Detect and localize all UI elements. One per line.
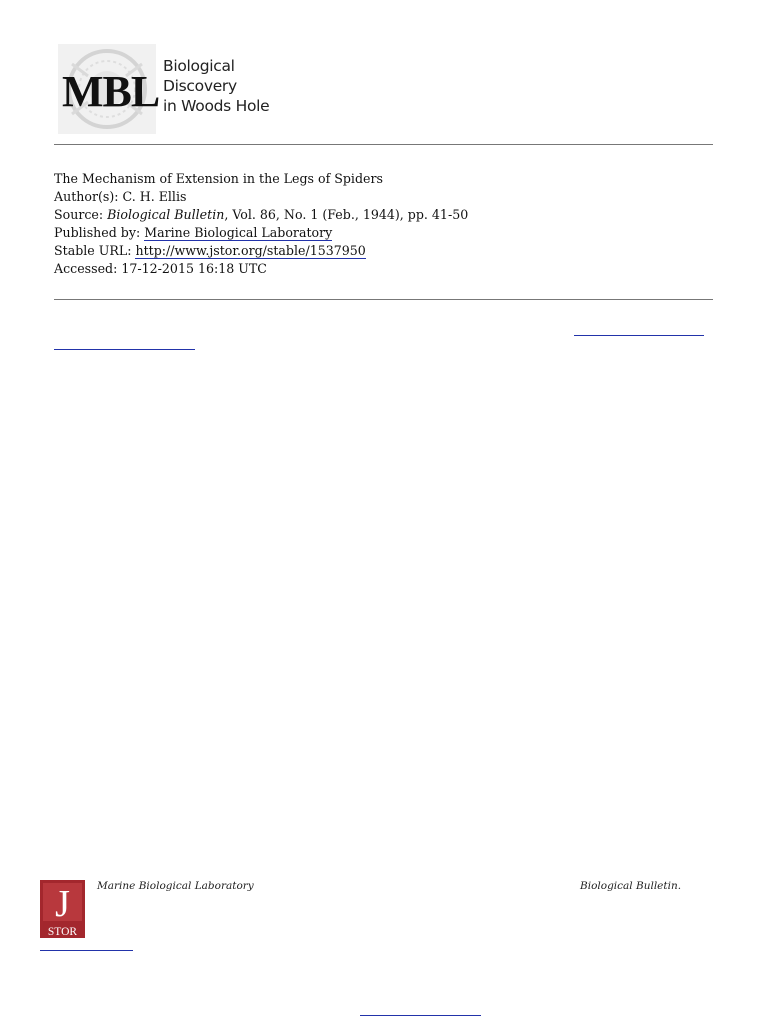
- mbl-wordmark: MBL: [62, 67, 160, 116]
- publisher-line: [54, 224, 468, 242]
- authors-value: C. H. Ellis: [122, 189, 187, 204]
- authors-label: Author(s):: [54, 189, 119, 204]
- bottom-link-underline[interactable]: [360, 1015, 481, 1016]
- jstor-link-underline[interactable]: [40, 950, 133, 951]
- jstor-logo-icon: [40, 880, 85, 938]
- publisher-link[interactable]: Marine Biological Laboratory: [144, 225, 333, 240]
- bottom-divider: [54, 299, 713, 300]
- mbl-tagline: [163, 56, 269, 116]
- terms-link-underline-2[interactable]: [54, 349, 195, 350]
- source-label: Source:: [54, 207, 104, 222]
- stable-url-label: Stable URL:: [54, 243, 132, 258]
- accessed-label: Accessed:: [54, 261, 118, 276]
- article-title: The Mechanism of Extension in the Legs of Spiders: [54, 171, 383, 186]
- footer-publisher: Marine Biological Laboratory: [97, 880, 254, 892]
- accessed-line: [54, 260, 468, 278]
- stable-url-line: [54, 242, 468, 260]
- terms-link-underline-1[interactable]: [574, 335, 704, 336]
- citation-block: [54, 170, 468, 278]
- mbl-logo: [58, 44, 268, 136]
- jstor-logo-word: STOR: [47, 926, 78, 938]
- tagline-line-3: in Woods Hole: [163, 97, 270, 115]
- source-detail: , Vol. 86, No. 1 (Feb., 1944), pp. 41-50: [224, 207, 469, 222]
- authors-line: [54, 188, 468, 206]
- footer-journal: Biological Bulletin.: [580, 880, 682, 892]
- accessed-value: 17-12-2015 16:18 UTC: [121, 261, 267, 276]
- tagline-line-1: Biological: [163, 57, 235, 75]
- jstor-logo-letter: J: [55, 883, 70, 925]
- journal-name: Biological Bulletin: [107, 207, 225, 222]
- publisher-label: Published by:: [54, 225, 141, 240]
- stable-url-link[interactable]: http://www.jstor.org/stable/1537950: [135, 243, 366, 258]
- top-divider: [54, 144, 713, 145]
- tagline-line-2: Discovery: [163, 77, 237, 95]
- source-line: [54, 206, 468, 224]
